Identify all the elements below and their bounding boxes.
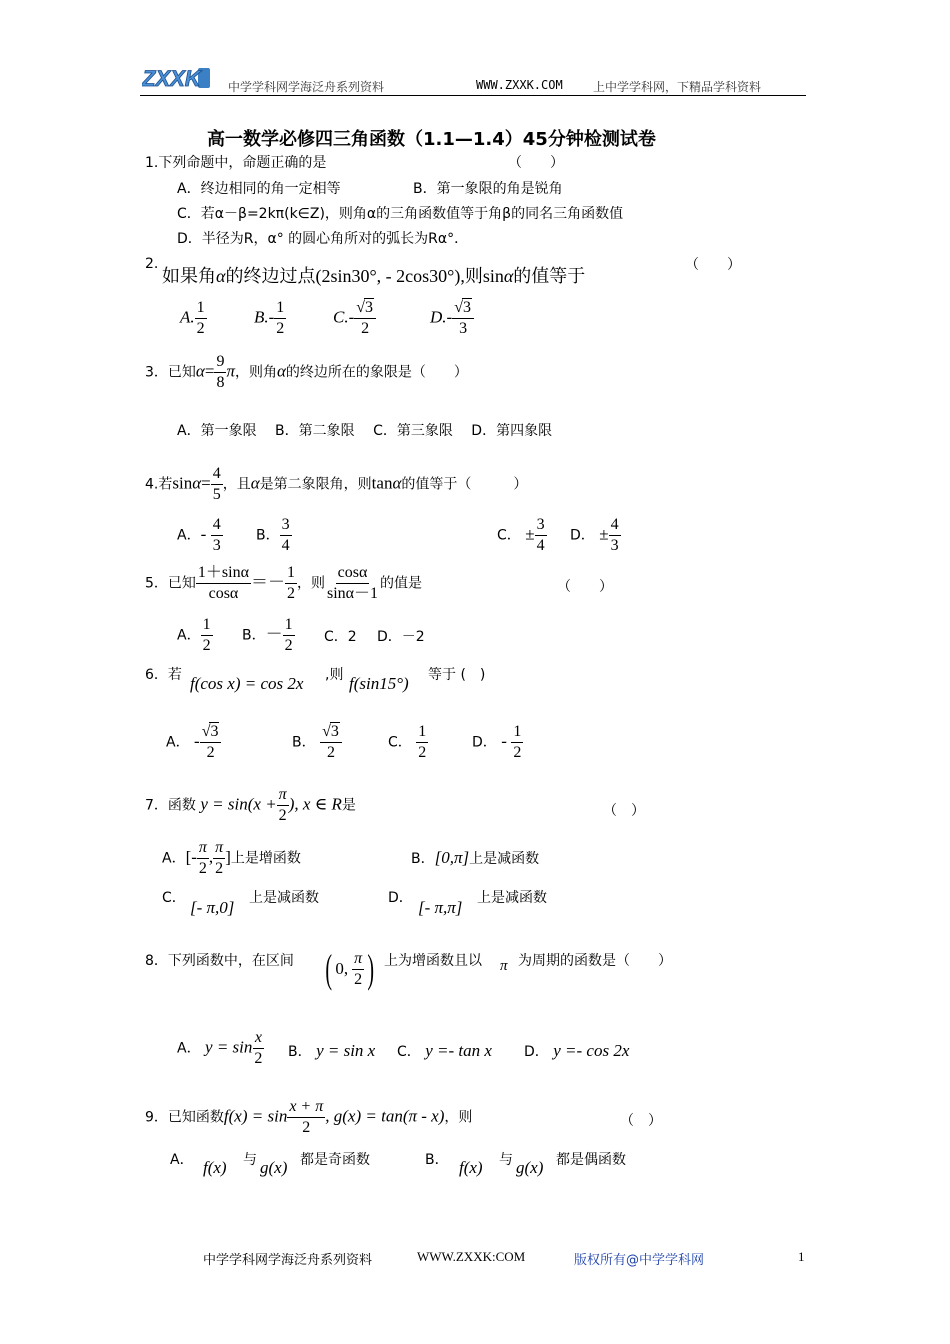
options-line: A．第一象限 B．第二象限 C．第三象限 D．第四象限 <box>177 423 553 439</box>
option-b: B．[0,π]上是减函数 <box>411 848 540 867</box>
option-c-text: 上是减函数 <box>249 890 319 906</box>
option-d: D． ± $\frac{4}{3}$ <box>570 516 619 554</box>
option-c: C． ± $\frac{3}{4}$ <box>497 516 545 554</box>
fraction-3: $\frac{\cos\alpha}{\sin\alpha-1}$ <box>326 564 379 602</box>
footer-copyright[interactable]: 版权所有@中学学科网 <box>574 1253 705 1268</box>
question-number: 3． <box>145 364 168 381</box>
option-d-text: 上是减函数 <box>477 890 547 906</box>
question-number: 5． <box>145 575 168 592</box>
expr-tail: ), x ∈ R <box>288 794 342 814</box>
option-b: B． y = sin x <box>288 1041 376 1060</box>
question-stem: 已知函数 <box>167 1109 224 1126</box>
option-c-label: C． <box>162 890 186 906</box>
answer-paren: （ ） <box>603 803 645 819</box>
option-b: B． $\frac{√3}{2}$ <box>292 722 342 763</box>
header-left-text: 中学学科网学海泛舟系列资料 <box>228 80 385 94</box>
svg-text:ZXXK: ZXXK <box>142 66 201 91</box>
question-stem: 下列函数中，在区间 <box>167 953 294 969</box>
option-b-label: B． <box>425 1152 449 1168</box>
question-stem-mid: ，且 <box>222 476 251 493</box>
interval: ( 0, π 2 ) <box>325 946 375 991</box>
option-d: D.- $\frac{√3}{3}$ <box>430 298 474 339</box>
fraction-2: $\frac{1}{2}$ <box>286 564 295 602</box>
question-stem-mid2: 是第二象限角，则 <box>259 476 372 493</box>
question-stem: 如果角 <box>162 266 216 286</box>
question-number: 1. <box>145 155 159 171</box>
option-a-g: g(x) <box>260 1158 288 1177</box>
page-number: 1 <box>798 1249 805 1264</box>
question-stem: 已知 <box>167 575 196 592</box>
equals: ＝－ <box>250 572 285 592</box>
expr-f-sin15: f(sin15°) <box>349 674 409 693</box>
page-title: 高一数学必修四三角函数（1.1—1.4）45分钟检测试卷 <box>207 129 656 150</box>
option-a: A． y = sin $\frac{x}{2}$ <box>177 1029 263 1067</box>
option-b-g: g(x) <box>516 1158 544 1177</box>
equals: = <box>204 361 215 381</box>
option-d-expr: [- π,π] <box>418 898 463 917</box>
question-stem-post: 的值等于 <box>513 266 586 286</box>
question-number: 8． <box>145 953 168 969</box>
question-stem: 函数 <box>167 797 196 814</box>
expr-g: , g(x) = tan(π - x) <box>325 1106 445 1126</box>
fraction: $\frac{x + \pi}{2}$ <box>289 1098 324 1136</box>
question-stem: 下列命题中，命题正确的是 <box>158 155 327 171</box>
equals: = <box>201 473 211 493</box>
question-stem-post: 等于 ( ) <box>428 667 486 683</box>
alpha: α <box>503 266 514 286</box>
answer-paren: （ ） <box>557 579 613 595</box>
option-d: D． y =- cos 2x <box>524 1041 630 1060</box>
answer-paren: （ ） <box>685 257 741 273</box>
header-divider <box>140 95 806 96</box>
answer-paren: （ ） <box>620 1113 662 1129</box>
logo <box>142 62 212 92</box>
question-number: 4. <box>145 476 159 493</box>
question-stem-mid: 的终边过点(2sin30°, - 2cos30°),则sin <box>225 266 504 286</box>
option-c: C． y =- tan x <box>397 1041 492 1060</box>
logo-icon <box>142 62 212 92</box>
header-url[interactable]: WWW.ZXXK.COM <box>476 78 563 92</box>
option-c: C.- $\frac{√3}{2}$ <box>333 298 376 339</box>
alpha: α <box>250 473 260 493</box>
option-a: A．[- $\frac{\pi}{2}$ , $\frac{\pi}{2}$ ]上是增函数 <box>162 839 301 877</box>
question-stem-mid: ，则 <box>296 575 325 592</box>
option-d: D．半径为R，α° 的圆心角所对的弧长为Rα°． <box>177 231 469 247</box>
option-b-f: f(x) <box>459 1158 483 1177</box>
tan: tan <box>371 473 393 493</box>
option-b: B．－ $\frac{1}{2}$ <box>242 616 293 654</box>
option-a: A. $\frac{1}{2}$ <box>180 299 205 337</box>
alpha: α <box>192 473 202 493</box>
question-stem-post2: 的终边所在的象限是（ ） <box>285 364 468 381</box>
question-stem-mid: 上为增函数且以 <box>384 953 482 969</box>
alpha: α <box>195 361 205 381</box>
option-c: C．若α－β=2kπ(k∈Z)，则角α的三角函数值等于角β的同名三角函数值 <box>177 206 624 222</box>
option-b-text: 都是偶函数 <box>556 1152 626 1168</box>
footer-left-text: 中学学科网学海泛舟系列资料 <box>203 1253 373 1268</box>
option-a: A． $\frac{1}{2}$ <box>177 616 211 654</box>
question-number: 6．若 <box>145 667 182 683</box>
expr: y = sin(x + <box>200 794 277 814</box>
sin: sin <box>172 473 193 493</box>
question-stem-post: 是 <box>341 797 356 814</box>
option-a: A． - $\frac{√3}{2}$ <box>166 722 221 763</box>
expr-f: f(x) = sin <box>223 1106 288 1126</box>
alpha: α <box>216 266 226 286</box>
expr-f-cos: f(cos x) = cos 2x <box>190 674 304 693</box>
question-stem-post: ，则 <box>444 1109 473 1126</box>
option-b: B.- $\frac{1}{2}$ <box>254 299 285 337</box>
option-c-expr: [- π,0] <box>190 898 235 917</box>
option-b-and: 与 <box>499 1152 513 1168</box>
question-number: 2. <box>145 256 159 272</box>
question-stem-post: ，则角 <box>234 364 277 381</box>
question-stem-post: 为周期的函数是（ ） <box>518 953 672 969</box>
option-a-f: f(x) <box>203 1158 227 1177</box>
header-right-text: 上中学学科网，下精品学科资料 <box>593 80 762 94</box>
fraction: $\frac{9}{8}$ <box>216 353 225 391</box>
option-c: C． $\frac{1}{2}$ <box>388 723 427 761</box>
option-a: A．- $\frac{4}{3}$ <box>177 516 221 554</box>
fraction: $\frac{\pi}{2}$ <box>278 786 287 824</box>
question-stem-mid: ,则 <box>325 667 344 683</box>
option-c: C．2 <box>324 629 357 645</box>
option-a-label: A． <box>170 1152 194 1168</box>
question-stem: 已知 <box>167 364 196 381</box>
option-a-text: 都是奇函数 <box>300 1152 370 1168</box>
option-b: B． $\frac{3}{4}$ <box>256 516 290 554</box>
pi: π <box>500 958 508 974</box>
question-stem-post: 的值等于（ ） <box>401 476 528 493</box>
alpha: α <box>392 473 402 493</box>
pi: π <box>226 361 235 381</box>
option-d: D．－2 <box>377 629 425 645</box>
question-number: 7． <box>145 797 168 814</box>
option-d-label: D． <box>388 890 413 906</box>
question-number: 9． <box>145 1109 168 1126</box>
alpha: α <box>276 361 286 381</box>
question-stem: 若 <box>158 476 173 493</box>
option-a-and: 与 <box>243 1152 257 1168</box>
question-stem-post: 的值是 <box>380 575 423 592</box>
option-b: B．第一象限的角是锐角 <box>413 181 563 197</box>
answer-paren: （ ） <box>508 155 564 171</box>
footer-url[interactable]: WWW.ZXXK:COM <box>417 1249 526 1264</box>
fraction-1: $\frac{1+\sin\alpha}{\cos\alpha}$ <box>197 564 249 602</box>
option-a: A．终边相同的角一定相等 <box>177 181 341 197</box>
option-d: D． - $\frac{1}{2}$ <box>472 723 522 761</box>
fraction: $\frac{4}{5}$ <box>212 465 221 503</box>
